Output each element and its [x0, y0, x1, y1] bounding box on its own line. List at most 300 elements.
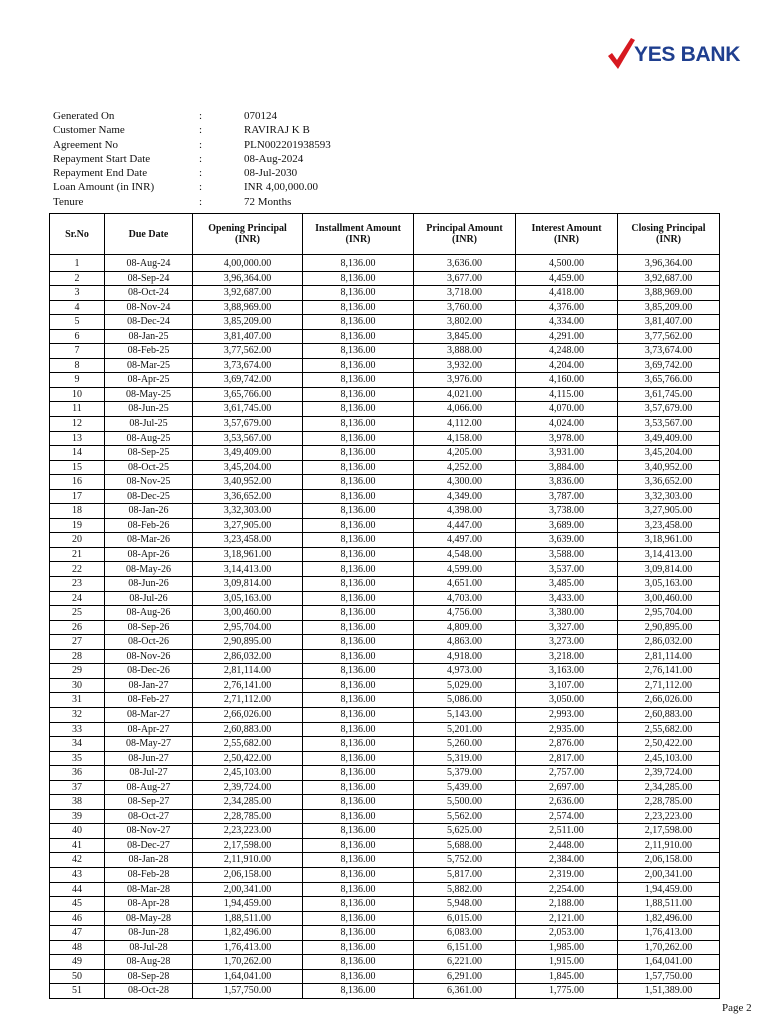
table-cell: 8,136.00	[303, 431, 414, 446]
table-row	[50, 373, 720, 388]
table-cell: 2,90,895.00	[193, 635, 303, 650]
table-cell: 31	[50, 693, 105, 708]
table-cell: 8,136.00	[303, 635, 414, 650]
table-cell: 8,136.00	[303, 344, 414, 359]
table-row	[50, 911, 720, 926]
table-cell: 3,636.00	[414, 255, 516, 272]
table-cell: 3,163.00	[516, 664, 618, 679]
table-cell: 08-Feb-26	[105, 518, 193, 533]
table-cell: 8,136.00	[303, 329, 414, 344]
table-cell: 08-Apr-27	[105, 722, 193, 737]
table-cell: 2,45,103.00	[193, 766, 303, 781]
table-row	[50, 387, 720, 402]
table-cell: 8,136.00	[303, 737, 414, 752]
table-cell: 8,136.00	[303, 255, 414, 272]
table-cell: 3,45,204.00	[618, 446, 720, 461]
table-cell: 16	[50, 475, 105, 490]
table-cell: 2,23,223.00	[618, 809, 720, 824]
table-cell: 08-Mar-26	[105, 533, 193, 548]
table-cell: 8,136.00	[303, 867, 414, 882]
table-cell: 3,14,413.00	[193, 562, 303, 577]
table-cell: 8	[50, 358, 105, 373]
table-cell: 41	[50, 838, 105, 853]
column-header: Principal Amount (INR)	[414, 214, 516, 255]
table-row	[50, 867, 720, 882]
table-cell: 3,677.00	[414, 271, 516, 286]
table-cell: 08-Aug-25	[105, 431, 193, 446]
table-cell: 1,88,511.00	[618, 897, 720, 912]
table-cell: 37	[50, 780, 105, 795]
table-cell: 3,537.00	[516, 562, 618, 577]
table-cell: 2,81,114.00	[193, 664, 303, 679]
checkmark-icon	[606, 36, 636, 72]
table-cell: 8,136.00	[303, 562, 414, 577]
table-row	[50, 475, 720, 490]
table-row	[50, 431, 720, 446]
table-cell: 4,248.00	[516, 344, 618, 359]
column-header: Sr.No	[50, 214, 105, 255]
table-cell: 3,787.00	[516, 489, 618, 504]
table-cell: 8,136.00	[303, 387, 414, 402]
table-cell: 4,497.00	[414, 533, 516, 548]
table-cell: 50	[50, 969, 105, 984]
table-cell: 5,882.00	[414, 882, 516, 897]
table-row	[50, 969, 720, 984]
table-cell: 3,433.00	[516, 591, 618, 606]
table-cell: 3,050.00	[516, 693, 618, 708]
table-cell: 3,40,952.00	[618, 460, 720, 475]
info-separator: :	[199, 181, 203, 194]
table-cell: 2,11,910.00	[618, 838, 720, 853]
table-cell: 3,18,961.00	[193, 547, 303, 562]
table-cell: 4,066.00	[414, 402, 516, 417]
info-label: Repayment End Date	[53, 167, 148, 180]
table-cell: 8,136.00	[303, 707, 414, 722]
table-cell: 08-Dec-26	[105, 664, 193, 679]
table-cell: 4,418.00	[516, 286, 618, 301]
table-cell: 4,459.00	[516, 271, 618, 286]
table-cell: 2,06,158.00	[618, 853, 720, 868]
table-cell: 2,76,141.00	[193, 678, 303, 693]
table-cell: 3,976.00	[414, 373, 516, 388]
table-cell: 4,651.00	[414, 577, 516, 592]
table-cell: 08-Jan-26	[105, 504, 193, 519]
table-cell: 4,863.00	[414, 635, 516, 650]
info-value: 08-Jul-2030	[244, 167, 298, 180]
table-cell: 08-Nov-24	[105, 300, 193, 315]
table-row	[50, 504, 720, 519]
table-cell: 10	[50, 387, 105, 402]
table-cell: 6,221.00	[414, 955, 516, 970]
column-header: Due Date	[105, 214, 193, 255]
table-cell: 8,136.00	[303, 664, 414, 679]
table-cell: 2,06,158.00	[193, 867, 303, 882]
table-cell: 8,136.00	[303, 795, 414, 810]
table-cell: 1,76,413.00	[193, 940, 303, 955]
table-cell: 27	[50, 635, 105, 650]
table-cell: 3,00,460.00	[193, 606, 303, 621]
table-cell: 1,82,496.00	[618, 911, 720, 926]
table-cell: 18	[50, 504, 105, 519]
table-row	[50, 533, 720, 548]
table-cell: 3,96,364.00	[618, 255, 720, 272]
table-cell: 8,136.00	[303, 780, 414, 795]
table-row	[50, 853, 720, 868]
table-cell: 08-Aug-28	[105, 955, 193, 970]
table-cell: 2,11,910.00	[193, 853, 303, 868]
table-cell: 3,73,674.00	[618, 344, 720, 359]
table-cell: 9	[50, 373, 105, 388]
table-cell: 08-Jan-25	[105, 329, 193, 344]
table-cell: 08-Apr-28	[105, 897, 193, 912]
table-cell: 08-Feb-28	[105, 867, 193, 882]
table-cell: 3,88,969.00	[618, 286, 720, 301]
loan-info-block	[53, 109, 444, 209]
table-cell: 3,92,687.00	[618, 271, 720, 286]
info-value: PLN002201938593	[244, 138, 331, 151]
table-cell: 3,32,303.00	[193, 504, 303, 519]
table-cell: 2,511.00	[516, 824, 618, 839]
table-cell: 08-Feb-25	[105, 344, 193, 359]
table-cell: 08-Mar-27	[105, 707, 193, 722]
table-cell: 4,021.00	[414, 387, 516, 402]
table-cell: 08-Oct-24	[105, 286, 193, 301]
table-cell: 08-Oct-26	[105, 635, 193, 650]
table-cell: 3,81,407.00	[193, 329, 303, 344]
table-cell: 2,71,112.00	[618, 678, 720, 693]
table-cell: 45	[50, 897, 105, 912]
table-row	[50, 591, 720, 606]
table-cell: 2,053.00	[516, 926, 618, 941]
table-row	[50, 664, 720, 679]
table-cell: 8,136.00	[303, 649, 414, 664]
table-cell: 4,160.00	[516, 373, 618, 388]
table-cell: 3,96,364.00	[193, 271, 303, 286]
table-cell: 8,136.00	[303, 606, 414, 621]
table-cell: 08-Jul-25	[105, 417, 193, 432]
table-row	[50, 562, 720, 577]
table-cell: 4,500.00	[516, 255, 618, 272]
table-cell: 2,28,785.00	[618, 795, 720, 810]
info-value: INR 4,00,000.00	[244, 181, 318, 194]
table-row	[50, 358, 720, 373]
table-cell: 6,015.00	[414, 911, 516, 926]
table-cell: 32	[50, 707, 105, 722]
table-cell: 2,34,285.00	[193, 795, 303, 810]
table-cell: 4,376.00	[516, 300, 618, 315]
table-row	[50, 271, 720, 286]
table-cell: 47	[50, 926, 105, 941]
table-cell: 3,932.00	[414, 358, 516, 373]
table-row	[50, 766, 720, 781]
table-cell: 8,136.00	[303, 751, 414, 766]
table-cell: 4,115.00	[516, 387, 618, 402]
table-row	[50, 707, 720, 722]
table-cell: 2,34,285.00	[618, 780, 720, 795]
table-cell: 5,086.00	[414, 693, 516, 708]
table-cell: 3,49,409.00	[618, 431, 720, 446]
table-cell: 21	[50, 547, 105, 562]
page-number: Page 2	[722, 1002, 752, 1014]
table-cell: 8,136.00	[303, 547, 414, 562]
table-row	[50, 795, 720, 810]
table-row	[50, 940, 720, 955]
info-label: Generated On	[53, 110, 115, 122]
table-cell: 3,18,961.00	[618, 533, 720, 548]
column-header: Opening Principal (INR)	[193, 214, 303, 255]
table-cell: 2,60,883.00	[618, 707, 720, 722]
table-cell: 2,817.00	[516, 751, 618, 766]
table-cell: 3,689.00	[516, 518, 618, 533]
table-row	[50, 824, 720, 839]
table-cell: 2,188.00	[516, 897, 618, 912]
table-cell: 2	[50, 271, 105, 286]
table-cell: 4,252.00	[414, 460, 516, 475]
table-cell: 4,809.00	[414, 620, 516, 635]
table-cell: 2,697.00	[516, 780, 618, 795]
repayment-schedule-table	[49, 213, 720, 999]
table-cell: 1,64,041.00	[618, 955, 720, 970]
table-cell: 23	[50, 577, 105, 592]
table-cell: 4,204.00	[516, 358, 618, 373]
table-cell: 3,09,814.00	[193, 577, 303, 592]
table-cell: 2,319.00	[516, 867, 618, 882]
table-cell: 33	[50, 722, 105, 737]
table-row	[50, 577, 720, 592]
table-cell: 08-May-25	[105, 387, 193, 402]
table-cell: 5,201.00	[414, 722, 516, 737]
table-cell: 8,136.00	[303, 809, 414, 824]
table-cell: 1,82,496.00	[193, 926, 303, 941]
table-cell: 4,205.00	[414, 446, 516, 461]
table-cell: 5,752.00	[414, 853, 516, 868]
table-cell: 8,136.00	[303, 897, 414, 912]
info-separator: :	[199, 110, 203, 122]
table-cell: 2,28,785.00	[193, 809, 303, 824]
table-cell: 8,136.00	[303, 722, 414, 737]
info-value: 08-Aug-2024	[244, 152, 304, 165]
table-cell: 8,136.00	[303, 577, 414, 592]
table-cell: 3,65,766.00	[193, 387, 303, 402]
table-cell: 08-Sep-25	[105, 446, 193, 461]
info-row	[53, 180, 444, 194]
table-cell: 20	[50, 533, 105, 548]
table-cell: 2,66,026.00	[618, 693, 720, 708]
table-cell: 3,45,204.00	[193, 460, 303, 475]
table-cell: 3,81,407.00	[618, 315, 720, 330]
table-cell: 8,136.00	[303, 518, 414, 533]
table-cell: 14	[50, 446, 105, 461]
table-row	[50, 722, 720, 737]
table-cell: 8,136.00	[303, 475, 414, 490]
table-cell: 11	[50, 402, 105, 417]
table-cell: 08-Oct-28	[105, 984, 193, 999]
info-label: Customer Name	[53, 124, 125, 137]
table-cell: 3,36,652.00	[193, 489, 303, 504]
table-cell: 08-Jan-27	[105, 678, 193, 693]
info-label: Loan Amount (in INR)	[53, 181, 155, 194]
table-cell: 6,291.00	[414, 969, 516, 984]
table-cell: 3,00,460.00	[618, 591, 720, 606]
table-cell: 3,23,458.00	[618, 518, 720, 533]
table-cell: 3,588.00	[516, 547, 618, 562]
table-cell: 4,349.00	[414, 489, 516, 504]
table-cell: 8,136.00	[303, 853, 414, 868]
table-cell: 8,136.00	[303, 417, 414, 432]
table-cell: 08-Dec-27	[105, 838, 193, 853]
table-cell: 22	[50, 562, 105, 577]
info-separator: :	[199, 167, 203, 180]
table-cell: 3,69,742.00	[618, 358, 720, 373]
table-cell: 48	[50, 940, 105, 955]
table-cell: 44	[50, 882, 105, 897]
info-separator: :	[199, 138, 203, 151]
table-row	[50, 255, 720, 272]
table-cell: 3,760.00	[414, 300, 516, 315]
table-cell: 8,136.00	[303, 271, 414, 286]
table-row	[50, 329, 720, 344]
info-row	[53, 123, 444, 137]
table-cell: 2,254.00	[516, 882, 618, 897]
table-cell: 3,639.00	[516, 533, 618, 548]
table-cell: 8,136.00	[303, 838, 414, 853]
table-cell: 49	[50, 955, 105, 970]
table-cell: 6,361.00	[414, 984, 516, 999]
table-cell: 3,718.00	[414, 286, 516, 301]
table-cell: 2,95,704.00	[618, 606, 720, 621]
table-cell: 3,61,745.00	[618, 387, 720, 402]
table-cell: 2,993.00	[516, 707, 618, 722]
table-cell: 8,136.00	[303, 591, 414, 606]
table-cell: 3,738.00	[516, 504, 618, 519]
table-cell: 5,379.00	[414, 766, 516, 781]
table-row	[50, 417, 720, 432]
table-cell: 3,802.00	[414, 315, 516, 330]
info-row	[53, 109, 444, 123]
table-cell: 8,136.00	[303, 300, 414, 315]
table-cell: 4,334.00	[516, 315, 618, 330]
table-cell: 2,76,141.00	[618, 664, 720, 679]
table-cell: 3,77,562.00	[193, 344, 303, 359]
table-cell: 08-Feb-27	[105, 693, 193, 708]
table-row	[50, 300, 720, 315]
table-cell: 08-May-27	[105, 737, 193, 752]
table-cell: 30	[50, 678, 105, 693]
table-cell: 3,49,409.00	[193, 446, 303, 461]
table-cell: 08-Mar-25	[105, 358, 193, 373]
table-cell: 3,69,742.00	[193, 373, 303, 388]
table-cell: 8,136.00	[303, 358, 414, 373]
table-cell: 35	[50, 751, 105, 766]
table-cell: 08-Dec-25	[105, 489, 193, 504]
table-row	[50, 780, 720, 795]
table-cell: 46	[50, 911, 105, 926]
table-cell: 3,53,567.00	[193, 431, 303, 446]
table-cell: 2,00,341.00	[618, 867, 720, 882]
table-cell: 3,327.00	[516, 620, 618, 635]
table-cell: 2,448.00	[516, 838, 618, 853]
table-cell: 3,485.00	[516, 577, 618, 592]
table-row	[50, 984, 720, 999]
table-cell: 4,973.00	[414, 664, 516, 679]
table-cell: 3,92,687.00	[193, 286, 303, 301]
table-cell: 1,845.00	[516, 969, 618, 984]
table-cell: 08-Apr-26	[105, 547, 193, 562]
table-row	[50, 751, 720, 766]
yes-bank-logo	[606, 34, 741, 74]
info-row	[53, 138, 444, 152]
info-separator: :	[199, 195, 203, 208]
table-row	[50, 693, 720, 708]
table-cell: 3,107.00	[516, 678, 618, 693]
table-cell: 26	[50, 620, 105, 635]
table-cell: 12	[50, 417, 105, 432]
info-label: Repayment Start Date	[53, 152, 151, 165]
table-row	[50, 897, 720, 912]
table-cell: 3,05,163.00	[618, 577, 720, 592]
table-cell: 08-Oct-25	[105, 460, 193, 475]
table-cell: 4,291.00	[516, 329, 618, 344]
table-row	[50, 518, 720, 533]
table-cell: 08-Jan-28	[105, 853, 193, 868]
table-cell: 1,70,262.00	[618, 940, 720, 955]
table-cell: 1,64,041.00	[193, 969, 303, 984]
table-cell: 4,599.00	[414, 562, 516, 577]
table-cell: 8,136.00	[303, 533, 414, 548]
table-row	[50, 286, 720, 301]
table-cell: 24	[50, 591, 105, 606]
table-cell: 25	[50, 606, 105, 621]
table-cell: 6	[50, 329, 105, 344]
info-label: Tenure	[53, 195, 84, 208]
table-row	[50, 547, 720, 562]
table-cell: 28	[50, 649, 105, 664]
table-cell: 5,562.00	[414, 809, 516, 824]
info-value: 070124	[244, 110, 277, 122]
table-row	[50, 678, 720, 693]
table-cell: 8,136.00	[303, 824, 414, 839]
table-cell: 13	[50, 431, 105, 446]
table-cell: 2,71,112.00	[193, 693, 303, 708]
info-label: Agreement No	[53, 138, 119, 151]
table-cell: 8,136.00	[303, 678, 414, 693]
table-cell: 3,931.00	[516, 446, 618, 461]
table-cell: 4,756.00	[414, 606, 516, 621]
table-cell: 34	[50, 737, 105, 752]
table-cell: 2,384.00	[516, 853, 618, 868]
table-header-row	[50, 214, 720, 255]
table-cell: 4,300.00	[414, 475, 516, 490]
table-cell: 8,136.00	[303, 460, 414, 475]
table-cell: 5,688.00	[414, 838, 516, 853]
table-cell: 5,500.00	[414, 795, 516, 810]
table-cell: 2,39,724.00	[618, 766, 720, 781]
table-cell: 08-Sep-28	[105, 969, 193, 984]
table-cell: 08-Aug-27	[105, 780, 193, 795]
table-cell: 3,57,679.00	[193, 417, 303, 432]
table-cell: 1,57,750.00	[193, 984, 303, 999]
table-cell: 1,94,459.00	[193, 897, 303, 912]
table-cell: 08-Nov-27	[105, 824, 193, 839]
table-cell: 4,158.00	[414, 431, 516, 446]
table-cell: 1,51,389.00	[618, 984, 720, 999]
table-cell: 6,083.00	[414, 926, 516, 941]
table-row	[50, 402, 720, 417]
table-row	[50, 489, 720, 504]
table-cell: 2,45,103.00	[618, 751, 720, 766]
table-cell: 8,136.00	[303, 940, 414, 955]
table-cell: 8,136.00	[303, 315, 414, 330]
